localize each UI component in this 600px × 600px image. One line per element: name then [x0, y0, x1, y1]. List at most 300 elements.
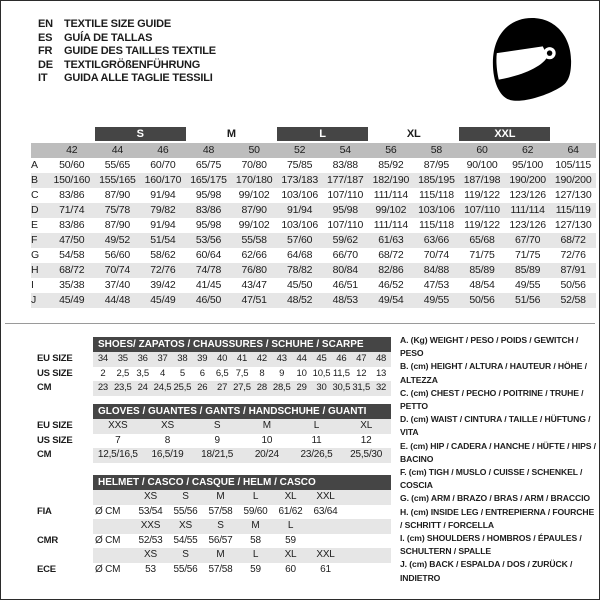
language-title: GUIDA ALLE TAGLIE TESSILI — [64, 72, 213, 85]
measurement-row-cells — [49, 173, 596, 188]
measurement-value: 41/45 — [195, 279, 222, 291]
shoe-row-cells — [93, 381, 391, 396]
measurement-value: 50/60 — [59, 159, 85, 171]
measurement-row-cells — [49, 203, 596, 218]
helmet-size-label: XXL — [316, 491, 335, 502]
size-number: 46 — [157, 144, 169, 156]
measurement-value: 47/50 — [59, 234, 85, 246]
helmet-size-label: L — [252, 549, 259, 560]
size-number-cells — [49, 143, 596, 158]
measurement-value: 87/90 — [104, 189, 130, 201]
measurement-row-cells — [49, 248, 596, 263]
measurement-value: 95/98 — [195, 219, 222, 231]
helmet-size-label: XL — [284, 549, 297, 560]
helmet-icon — [488, 13, 576, 108]
measurement-value: 50/56 — [469, 294, 495, 306]
helmet-size-value: 55/56 — [173, 505, 198, 517]
measurement-value: 85/89 — [469, 264, 495, 276]
glove-size-value: 12,5/16,5 — [97, 449, 138, 460]
helmet-standard-label: ECE — [37, 563, 56, 575]
measurement-value: 51/56 — [514, 294, 541, 306]
measurement-value: 46/50 — [195, 294, 222, 306]
measurement-row-label: D — [31, 204, 39, 216]
measurement-row — [31, 293, 596, 308]
measurement-value: 74/78 — [195, 264, 222, 276]
shoe-size-value: 10 — [296, 367, 307, 379]
measurement-value: 63/66 — [423, 234, 450, 246]
shoe-size-value: 38 — [177, 353, 188, 364]
measurement-value: 87/90 — [104, 219, 130, 231]
shoe-size-value: 25,5 — [173, 382, 192, 393]
measurement-value: 67/70 — [514, 234, 541, 246]
measurement-value: 47/51 — [241, 294, 267, 306]
helmet-size-label: XL — [284, 491, 297, 502]
measurement-value: 65/68 — [469, 234, 495, 246]
measurement-value: 111/114 — [373, 189, 408, 201]
helmet-size-value: 59 — [285, 534, 296, 546]
helmet-size-value: 58 — [250, 534, 261, 546]
measurement-value: 72/76 — [560, 249, 586, 261]
measurement-row-cells — [49, 293, 596, 308]
helmet-size-value: 54/55 — [173, 534, 198, 546]
legend-item: A. (Kg) WEIGHT / PESO / POIDS / GEWITCH / PESO — [400, 335, 579, 359]
helmet-size-value: 63/64 — [313, 505, 338, 517]
measurement-value: 72/76 — [150, 264, 176, 276]
size-row-spacer — [31, 143, 49, 158]
glove-size-row — [37, 419, 391, 434]
measurement-value: 57/60 — [287, 234, 313, 246]
measurement-row-label: C — [31, 189, 39, 201]
shoe-size-value: 24,5 — [153, 382, 172, 393]
size-group-l: L — [277, 127, 368, 141]
shoe-size-value: 4 — [159, 367, 166, 379]
measurement-row-label: F — [31, 234, 38, 246]
shoe-size-value: 24 — [137, 382, 148, 393]
measurement-value: 187/198 — [463, 174, 501, 186]
measurement-value: 49/52 — [104, 234, 130, 246]
helmet-size-label-cells — [93, 519, 391, 534]
size-group-m: M — [226, 128, 236, 140]
measurement-value: 111/114 — [373, 219, 408, 231]
measurement-value: 49/55 — [514, 279, 541, 291]
helmet-size-value: 60 — [285, 563, 296, 575]
measurement-row — [31, 218, 596, 233]
shoe-size-value: 44 — [296, 353, 307, 364]
helmet-size-value: 52/53 — [138, 534, 163, 546]
shoe-size-value: 34 — [97, 353, 109, 364]
measurement-value: 85/89 — [514, 264, 541, 276]
measurement-value: 87/95 — [423, 159, 450, 171]
measurement-value: 49/54 — [378, 294, 404, 306]
measurement-value: 60/64 — [195, 249, 222, 261]
glove-size-value: 18/21,5 — [201, 449, 234, 460]
shoe-size-value: 27,5 — [233, 382, 251, 393]
measurement-value: 170/180 — [235, 174, 273, 186]
measurement-value: 95/98 — [195, 189, 222, 201]
shoes-table-title: SHOES/ ZAPATOS / CHAUSSURES / SCHUHE / SCARPE — [93, 337, 391, 352]
size-number: 64 — [567, 144, 579, 156]
helmet-size-label: XXL — [316, 549, 335, 560]
helmet-size-label: XS — [144, 491, 157, 502]
shoe-size-value: 39 — [197, 353, 208, 364]
measurement-value: 50/56 — [560, 279, 586, 291]
shoe-size-value: 35 — [117, 353, 128, 364]
measurement-value: 47/53 — [423, 279, 450, 291]
measurement-value: 165/175 — [190, 174, 227, 186]
shoe-row-label: EU SIZE — [37, 353, 73, 364]
shoe-size-value: 28 — [256, 382, 267, 393]
measurement-row — [31, 233, 596, 248]
glove-size-value: 12 — [360, 434, 372, 446]
size-number: 58 — [430, 144, 443, 156]
helmet-standard-label: CMR — [37, 534, 59, 546]
gloves-table — [37, 404, 391, 463]
glove-size-row — [37, 448, 391, 463]
shoe-size-value: 43 — [276, 353, 287, 364]
helmet-size-value: 59/60 — [243, 505, 268, 517]
glove-size-value: 9 — [214, 434, 220, 446]
measurement-row — [31, 248, 596, 263]
shoe-size-value: 2 — [100, 367, 106, 379]
measurement-value: 48/52 — [287, 294, 313, 306]
measurement-row-cells — [49, 158, 596, 173]
measurement-value: 91/94 — [287, 204, 313, 216]
helmet-size-label: XS — [144, 549, 157, 560]
helmet-table-title: HELMET / CASCO / CASQUE / HELM / CASCO — [93, 475, 391, 490]
glove-size-value: 10 — [261, 434, 273, 446]
helmet-size-value: 53 — [145, 563, 156, 575]
measurement-value: 68/72 — [378, 249, 404, 261]
measurement-value: 62/66 — [241, 249, 267, 261]
measurement-value: 85/92 — [378, 159, 404, 171]
shoe-size-value: 2,5 — [116, 367, 130, 379]
language-row — [38, 72, 216, 86]
measurement-value: 155/165 — [99, 174, 136, 186]
measurement-value: 173/183 — [281, 174, 318, 186]
glove-size-value: XXS — [108, 420, 128, 431]
helmet-table — [37, 475, 391, 577]
measurement-value: 76/80 — [241, 264, 267, 276]
language-title: GUIDE DES TAILLES TEXTILE — [64, 45, 216, 58]
shoe-size-value: 6 — [199, 367, 205, 379]
size-number: 54 — [339, 144, 351, 156]
measurement-value: 59/62 — [332, 234, 358, 246]
helmet-size-value: 55/56 — [173, 563, 198, 575]
language-code: IT — [38, 72, 48, 85]
helmet-unit-spacer — [93, 519, 133, 534]
shoe-size-value: 28,5 — [272, 382, 291, 393]
helmet-size-label: M — [216, 549, 225, 560]
shoe-size-value: 10,5 — [312, 367, 331, 379]
measurement-value: 51/54 — [150, 234, 176, 246]
shoe-size-value: 47 — [356, 353, 367, 364]
measurement-row-label: I — [31, 279, 34, 291]
language-row — [38, 45, 216, 59]
helmet-value-row — [37, 505, 391, 520]
measurement-value: 56/60 — [104, 249, 130, 261]
helmet-size-label — [308, 519, 343, 534]
measurement-value: 150/160 — [53, 174, 91, 186]
measurement-row-cells — [49, 218, 596, 233]
measurement-value: 68/72 — [59, 264, 85, 276]
shoe-size-value: 23,5 — [113, 382, 132, 393]
helmet-value-cells — [93, 505, 391, 520]
glove-row-cells — [93, 419, 391, 434]
shoe-size-value: 36 — [137, 353, 148, 364]
helmet-size-label: S — [217, 520, 224, 531]
legend-item: G. (cm) ARM / BRAZO / BRAS / ARM / BRACCIO — [400, 493, 590, 504]
shoe-size-value: 7,5 — [235, 367, 249, 379]
shoe-size-value: 12 — [356, 367, 367, 379]
helmet-value-cells — [93, 563, 391, 578]
measurement-value: 70/80 — [241, 159, 267, 171]
measurement-value: 64/68 — [287, 249, 313, 261]
measurement-row-label: J — [31, 294, 37, 306]
measurement-value: 54/58 — [59, 249, 85, 261]
helmet-size-label-row — [37, 519, 391, 534]
language-code: DE — [38, 58, 53, 71]
measurement-value: 43/47 — [241, 279, 267, 291]
legend-item: C. (cm) CHEST / PECHO / POITRINE / TRUHE / PETTO — [400, 387, 584, 412]
language-code: ES — [38, 31, 53, 44]
glove-size-value: M — [262, 420, 271, 431]
measurement-value: 103/106 — [418, 204, 455, 216]
measurement-value: 55/58 — [241, 234, 267, 246]
glove-size-value: XL — [360, 420, 373, 431]
language-code: EN — [38, 18, 53, 30]
helmet-size-label: M — [216, 491, 225, 502]
helmet-size-label-row — [37, 490, 391, 505]
legend-item: D. (cm) WAIST / CINTURA / TAILLE / HÜFTUNG / VITA — [400, 414, 591, 438]
measurement-value: 75/85 — [287, 159, 313, 171]
helmet-size-label: L — [287, 520, 294, 531]
glove-row-cells — [93, 434, 391, 449]
measurement-value: 127/130 — [554, 219, 592, 231]
measurement-value: 119/122 — [464, 219, 500, 231]
legend-item: I. (cm) SHOULDERS / HOMBROS / ÉPAULES / SCHULTERN / SPALLE — [400, 533, 582, 557]
shoe-size-value: 3,5 — [136, 367, 149, 379]
measurement-value: 53/56 — [195, 234, 222, 246]
shoe-size-value: 8 — [259, 367, 265, 379]
helmet-size-value: 61 — [320, 563, 331, 575]
legend-item: E. (cm) HIP / CADERA / HANCHE / HÜFTE / HIPS / BACINO — [400, 440, 596, 464]
helmet-size-label-cells — [93, 490, 391, 505]
measurement-row-cells — [49, 263, 596, 278]
helmet-unit-label: Ø CM — [95, 505, 121, 517]
measurement-value: 103/106 — [281, 219, 318, 231]
shoe-size-value: 27 — [217, 382, 228, 393]
measurement-row-label: E — [31, 219, 38, 231]
measurement-value: 105/115 — [555, 159, 592, 171]
glove-size-value: 7 — [115, 434, 121, 446]
helmet-value-row — [37, 563, 391, 578]
helmet-size-value: 59 — [250, 563, 261, 575]
measurement-value: 44/48 — [104, 294, 130, 306]
helmet-unit-label: Ø CM — [95, 563, 121, 575]
glove-size-value: XS — [161, 420, 174, 431]
glove-row-label: CM — [37, 449, 52, 460]
language-title: GUÍA DE TALLAS — [64, 31, 153, 44]
helmet-size-value — [308, 534, 343, 549]
helmet-size-label: S — [182, 491, 189, 502]
measurement-value: 70/74 — [423, 249, 450, 261]
shoe-size-value: 37 — [157, 353, 168, 364]
measurement-row-label: B — [31, 174, 38, 186]
size-group-xxl: XXL — [459, 127, 550, 141]
shoe-size-value: 11,5 — [332, 367, 350, 379]
shoe-size-value: 45 — [316, 353, 327, 364]
helmet-size-label-row — [37, 548, 391, 563]
glove-row-label: EU SIZE — [37, 420, 73, 431]
helmet-size-label: XS — [179, 520, 192, 531]
measurement-legend — [400, 334, 597, 585]
shoe-row-cells — [93, 352, 391, 367]
measurement-value: 46/51 — [332, 279, 358, 291]
measurement-value: 58/62 — [150, 249, 176, 261]
measurement-row — [31, 263, 596, 278]
gloves-table-title: GLOVES / GUANTES / GANTS / HANDSCHUHE / GUANTI — [93, 404, 391, 419]
size-number: 42 — [66, 144, 78, 156]
helmet-size-value: 61/62 — [278, 505, 303, 517]
measurement-row — [31, 278, 596, 293]
shoe-size-value: 48 — [375, 353, 387, 364]
measurement-value: 68/72 — [560, 234, 586, 246]
measurement-value: 37/40 — [104, 279, 130, 291]
measurement-value: 91/94 — [150, 219, 176, 231]
language-header — [38, 18, 216, 86]
size-group-xl: XL — [406, 128, 421, 140]
measurement-value: 115/118 — [418, 189, 454, 201]
language-title: TEXTILGRÖßENFÜHRUNG — [64, 58, 201, 71]
size-number: 52 — [294, 144, 306, 156]
measurement-row — [31, 188, 596, 203]
size-number: 62 — [521, 144, 534, 156]
measurement-value: 107/110 — [327, 189, 364, 201]
measurement-value: 90/100 — [466, 159, 498, 171]
measurement-value: 95/98 — [332, 204, 358, 216]
shoe-size-row — [37, 381, 391, 396]
legend-item: B. (cm) HEIGHT / ALTURA / HAUTEUR / HÖHE / ALTEZZA — [400, 361, 587, 385]
measurement-value: 71/75 — [469, 249, 495, 261]
shoe-size-value: 41 — [236, 353, 248, 364]
measurement-value: 79/82 — [150, 204, 176, 216]
section-divider — [5, 323, 595, 324]
helmet-size-label: L — [252, 491, 259, 502]
measurement-value: 46/52 — [378, 279, 404, 291]
measurement-value: 78/82 — [287, 264, 313, 276]
measurement-value: 177/187 — [327, 174, 364, 186]
measurement-row — [31, 203, 596, 218]
helmet-size-label: XXS — [140, 520, 161, 531]
measurement-value: 83/86 — [195, 204, 222, 216]
measurement-value: 83/86 — [59, 219, 85, 231]
glove-size-value: 16,5/19 — [151, 449, 184, 460]
glove-size-value: 20/24 — [254, 449, 279, 460]
measurement-row-label: H — [31, 264, 39, 276]
measurement-row-cells — [49, 278, 596, 293]
shoe-size-row — [37, 352, 391, 367]
measurement-value: 84/88 — [423, 264, 450, 276]
size-number: 50 — [248, 144, 260, 156]
measurement-row — [31, 173, 596, 188]
measurement-value: 35/38 — [59, 279, 85, 291]
helmet-size-value: 53/54 — [138, 505, 163, 517]
shoe-row-label: US SIZE — [37, 367, 73, 379]
helmet-unit-spacer — [93, 490, 133, 505]
measurement-value: 49/55 — [423, 294, 450, 306]
helmet-standard-label: FIA — [37, 505, 52, 517]
measurement-value: 45/50 — [287, 279, 313, 291]
measurement-value: 119/122 — [464, 189, 500, 201]
measurement-value: 123/126 — [509, 189, 546, 201]
shoes-table — [37, 337, 391, 396]
helmet-unit-label: Ø CM — [95, 534, 121, 546]
size-group-header-row — [49, 127, 596, 141]
measurement-row-label: A — [31, 159, 38, 171]
helmet-size-label: M — [251, 520, 260, 531]
size-group-s: S — [95, 127, 186, 141]
shoe-size-value: 6,5 — [215, 367, 229, 379]
measurement-value: 71/74 — [59, 204, 85, 216]
helmet-size-value: 56/57 — [208, 534, 233, 546]
main-size-table — [31, 127, 596, 308]
measurement-row-cells — [49, 233, 596, 248]
glove-size-value: L — [313, 420, 320, 431]
measurement-value: 60/70 — [150, 159, 176, 171]
helmet-row-spacer — [37, 548, 93, 563]
glove-size-value: 23/26,5 — [300, 449, 333, 460]
measurement-value: 99/102 — [238, 219, 270, 231]
measurement-value: 87/91 — [560, 264, 586, 276]
glove-size-value: 8 — [164, 434, 171, 446]
helmet-size-value: 57/58 — [208, 505, 233, 517]
size-number: 44 — [111, 144, 123, 156]
measurement-value: 80/84 — [332, 264, 358, 276]
glove-size-value: 11 — [311, 434, 322, 446]
measurement-value: 107/110 — [327, 219, 364, 231]
measurement-value: 48/53 — [332, 294, 358, 306]
size-number-row — [31, 143, 596, 158]
language-row — [38, 18, 216, 32]
measurement-value: 182/190 — [372, 174, 410, 186]
measurement-row — [31, 158, 596, 173]
glove-size-row — [37, 434, 391, 449]
measurement-value: 70/74 — [104, 264, 130, 276]
shoe-size-row — [37, 367, 391, 382]
measurement-value: 87/90 — [241, 204, 267, 216]
measurement-value: 66/70 — [332, 249, 358, 261]
shoe-size-value: 5 — [179, 367, 185, 379]
measurement-value: 103/106 — [281, 189, 318, 201]
shoe-size-value: 31,5 — [352, 382, 371, 393]
shoe-size-value: 46 — [336, 353, 347, 364]
language-row — [38, 59, 216, 73]
shoe-size-value: 42 — [256, 353, 267, 364]
measurement-value: 82/86 — [378, 264, 404, 276]
helmet-row-spacer — [37, 519, 93, 534]
glove-size-value: S — [213, 420, 221, 431]
glove-row-cells — [93, 448, 391, 463]
measurement-value: 115/118 — [418, 219, 454, 231]
measurement-value: 91/94 — [150, 189, 176, 201]
shoe-size-value: 23 — [97, 382, 109, 393]
measurement-value: 99/102 — [375, 204, 407, 216]
legend-item: J. (cm) BACK / ESPALDA / DOS / ZURÜCK / INDIETRO — [400, 559, 573, 583]
size-number: 48 — [202, 144, 215, 156]
language-code: FR — [38, 45, 53, 58]
glove-row-label: US SIZE — [37, 434, 73, 446]
helmet-value-row — [37, 534, 391, 549]
